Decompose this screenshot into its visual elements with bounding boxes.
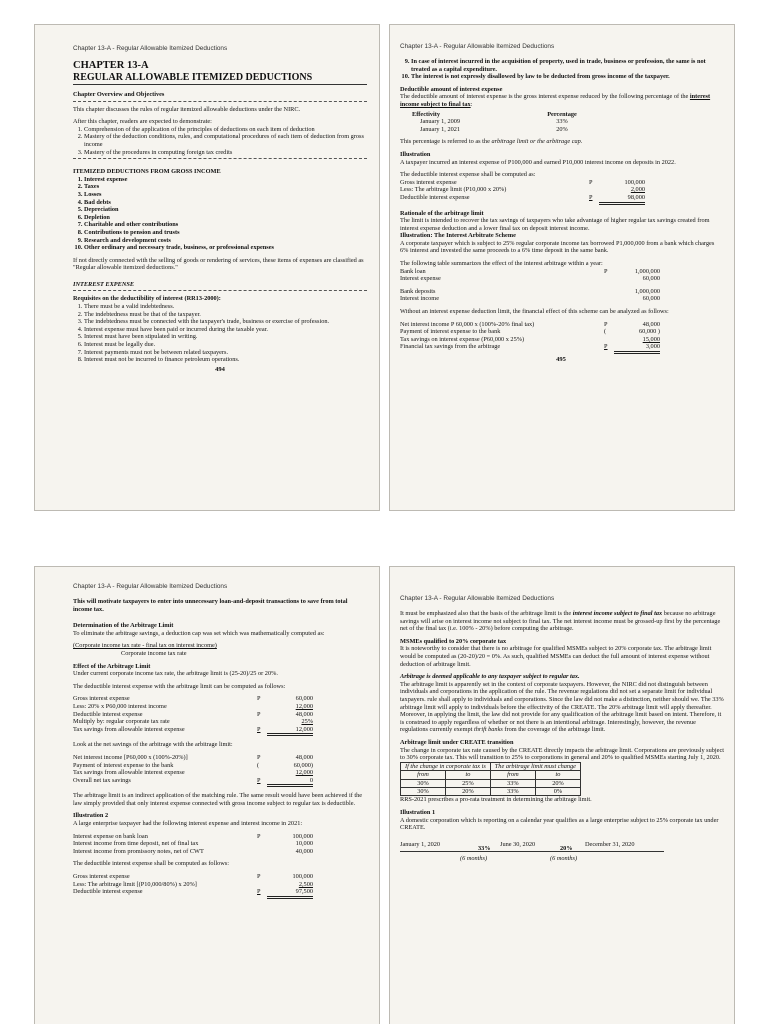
illustration-computation: Gross interest expense P 100,000 Less: The arbitrage limit (P10,000 x 20%) 2,000 Deductible interest expense P 98,000 [400, 179, 645, 205]
illustration-heading: Illustration [400, 150, 431, 158]
effect-heading: Effect of the Arbitrage Limit [73, 662, 151, 670]
look-text: Look at the net savings of the arbitrage with the arbitrage limit: [73, 741, 233, 749]
formula-denominator: Corporate income tax rate [121, 649, 187, 657]
timeline-rate: 33% [478, 844, 491, 852]
list-item: 1. Comprehension of the application of the principles of deductions on each item of deduction [84, 126, 367, 134]
determination-text: To eliminate the arbitrage savings, a deduction cap was set which was mathematically computed as: [73, 629, 325, 637]
illustration2-data: Interest expense on bank loan P 100,000 Interest income from time deposit, net of final tax 10,000 Interest income from promissory notes, net of CWT 40,000 [73, 832, 313, 855]
timeline-duration: (6 months) [550, 854, 578, 862]
timeline-date: June 30, 2020 [500, 840, 536, 848]
page-number: 494 [215, 365, 225, 373]
effect-computation: Net interest income P 60,000 x (100%-20% final tax) P 48,000 Payment of interest expense to the bank ( 60,000 ) Tax savings on interest expense (P60,000 x 25%) 15,000 Financial tax savings from the arbitrage P 3,000 [400, 321, 660, 354]
effectivity-table: Effectivity January 1, 2009 January 1, 2021 Percentage 33% 20% [412, 110, 577, 133]
list-item: 3. Mastery of the procedures in computing foreign tax credits [84, 149, 367, 157]
page-496 [34, 566, 380, 1024]
list-item: 2. Mastery of the deduction conditions, rules, and computational procedures of each item of deduction from gross income [84, 133, 367, 148]
list-item: 5. Depreciation [84, 206, 367, 214]
timeline-date: December 31, 2020 [585, 840, 635, 848]
list-item: 4. Bad debts [84, 199, 367, 207]
list-item: 10. Other ordinary and necessary trade, business, or professional expenses [84, 244, 367, 252]
list-item: 1. There must be a valid indebtedness. [84, 303, 367, 311]
interest-heading: INTEREST EXPENSE [73, 280, 135, 288]
without-limit-text: Without an interest expense deduction limit, the financial effect of this scheme can be analyzed as follows: [400, 308, 669, 316]
page-495 [389, 24, 735, 511]
divider [73, 158, 367, 159]
page-494 [34, 24, 380, 511]
create-heading: Arbitrage limit under CREATE transition [400, 738, 514, 746]
timeline [400, 841, 724, 867]
rationale-heading: Rationale of the arbitrage limit [400, 209, 484, 217]
rationale-text: The limit is intended to recover the tax savings of taxpayers who take advantage of higher regular tax savings created from interest expense deduction and a lower final tax on deposit interest income. [400, 217, 710, 232]
moreover-text: Moreover, in applying the limit, the law did not provide for any qualification of the arbitrage limit based on intent. Therefore, it is construed to apply regardless of whether or not there is an intentional arbitrage. Interestingly, however, the revenue regulations currently exempt thrift banks from the coverage of the arbitrage limit. [400, 711, 722, 734]
illustration2-computation: Gross interest expense P 100,000 Less: The arbitrage limit [(P10,000/80%) x 20%] 2,500 Deductible interest expense P 97,500 [73, 873, 313, 899]
page-header: Chapter 13-A - Regular Allowable Itemized Deductions [73, 45, 228, 52]
page-497 [389, 566, 735, 1024]
illustration2-text: A large enterprise taxpayer had the following interest expense and interest income in 2021: [73, 820, 303, 828]
illustration1-heading: Illustration 1 [400, 808, 436, 816]
arbitrage-limit-note: This percentage is referred to as the arbitrage limit or the arbitrage cap. [400, 138, 583, 146]
list-item: 3. The indebtedness must be connected with the taxpayer's trade, business or exercise of profession. [84, 318, 367, 326]
determination-heading: Determination of the Arbitrage Limit [73, 622, 174, 630]
illustration2-comp-intro: The deductible interest expense shall be computed as follows: [73, 860, 229, 868]
list-item: 7. Interest payments must not be between related taxpayers. [84, 349, 367, 357]
scheme-heading: Illustration: The Interest Arbitrate Scheme [400, 232, 516, 240]
chapter-number: CHAPTER 13-A [73, 60, 149, 71]
list-item: 8. Contributions to pension and trusts [84, 229, 367, 237]
emphasis-text: It must be emphasized also that the basis of the arbitrage limit is the interest income subject to final tax because no arbitrage savings will arise on interest income not subject to final tax. The net interest income must be grossed-up first by the percentage net of the final tax (i.e. 100% - 20%) before computing the arbitrage. [400, 610, 721, 633]
timeline-line [400, 851, 664, 852]
net-savings-computation: Net interest income [P60,000 x (100%-20%)] P 48,000 Payment of interest expense to the bank ( 60,000) Tax savings from allowable interest expense 12,000 Overall net tax savings P 0 [73, 754, 313, 787]
list-item: 7. Charitable and other contributions [84, 221, 367, 229]
illustration1-text: A domestic corporation which is reporting on a calendar year qualifies as a large enterprise subject to 25% corporate tax under CREATE. [400, 816, 719, 832]
timeline-date: January 1, 2020 [400, 840, 441, 848]
divider [73, 290, 367, 291]
deductible-computation: Gross interest expense P 60,000 Less: 20% x P60,000 interest income 12,000 Deductible interest expense P 48,000 Multiply by: regular corporate tax rate 25% Tax savings from allowable interest expense P 12,000 [73, 695, 313, 736]
list-item: 3. Losses [84, 191, 367, 199]
msme-text: It is noteworthy to consider that there is no arbitrage for qualified MSMEs subject to 20% corporate tax. The arbitrage limit would be computed as (20-20)/20 = 0%. As such, qualified MSMEs can deduct the full amount of interest expense without deduction of arbitrage limit. [400, 645, 712, 668]
illustration2-heading: Illustration 2 [73, 812, 109, 820]
requisites-list [73, 303, 367, 364]
computation-intro: The deductible interest expense shall be computed as: [400, 171, 536, 179]
table-intro: The following table summarizes the effect of the interest arbitrage within a year: [400, 260, 603, 268]
ifnot-text: If not directly connected with the selling of goods or rendering of services, these items of expenses are classified as "Regular allowable itemized deductions." [73, 256, 364, 272]
rr-text: RRS-2021 prescribes a pro-rata treatment in determining the arbitrage limit. [400, 796, 592, 804]
list-item: 9. In case of interest incurred in the acquisition of property, used in trade, business or profession, the same is not treated as a capital expenditure. [411, 58, 722, 73]
page-header: Chapter 13-A - Regular Allowable Itemized Deductions [400, 43, 555, 50]
list-item: 5. Interest must have been stipulated in writing. [84, 333, 367, 341]
applicability-heading: Arbitrage is deemed applicable to any taxpayer subject to regular tax. [400, 673, 580, 681]
objectives-list [73, 126, 367, 156]
list-item: 9. Research and development costs [84, 237, 367, 245]
expect-text: After this chapter, readers are expected to demonstrate: [73, 118, 212, 126]
scheme-text: A corporate taxpayer which is subject to 25% regular corporate income tax borrowed P1,000,000 from a bank which charges 6% interest and invested the same proceeds to a 6% time deposit in the same bank. [400, 239, 715, 255]
page-header: Chapter 13-A - Regular Allowable Itemized Deductions [400, 595, 555, 602]
chapter-title: REGULAR ALLOWABLE ITEMIZED DEDUCTIONS [73, 72, 367, 85]
overview-heading: Chapter Overview and Objectives [73, 91, 165, 98]
list-item: 2. The indebtedness must be that of the taxpayer. [84, 311, 367, 319]
timeline-duration: (6 months) [460, 854, 488, 862]
list-item: 6. Interest must be legally due. [84, 341, 367, 349]
indirect-text: The arbitrage limit is an indirect application of the matching rule. The same result would have been achieved if the law simply provided that only interest expense connected with gross income subject to regular tax is deductible. [73, 792, 363, 807]
itemized-heading: ITEMIZED DEDUCTIONS FROM GROSS INCOME [73, 168, 221, 176]
timeline-rate: 20% [560, 844, 573, 852]
motivate-text: This will motivate taxpayers to enter into unnecessary loan-and-deposit transactions to save from total income tax. [73, 598, 348, 613]
intro-text: This chapter discusses the rules of regular itemized allowable deductions under the NIRC. [73, 105, 301, 113]
list-item: 1. Interest expense [84, 176, 367, 184]
summary-table: Bank loan P 1,000,000 Interest expense 60,000 Bank deposits 1,000,000 Interest income 60,000 [400, 267, 660, 303]
applicability-text: The arbitrage limit is apparently set in the context of corporate taxpayers. However, the NIRC did not distinguish between individuals and corporations in the application of the rule. The revenue regulations did not set a separate limit for individual taxpayers. rule shall apply to individuals and corporations. Since the law did not make a distinction, neither should we. The 33% arbitrage limit will apply to individuals before the effectivity of the CREATE. The 20% arbitrage limit will apply thereafter. [400, 680, 724, 711]
create-transition-table: If the change in corporate tax is The arbitrage limit must change from to from to 30% 25% 33% 20% 30% 20% 33% 0% [400, 762, 581, 797]
list-item: 8. Interest must not be incurred to finance petroleum operations. [84, 356, 367, 364]
formula-numerator: (Corporate income tax rate - final tax on interest income) [73, 642, 217, 650]
deductible-heading: Deductible amount of interest expense [400, 85, 503, 93]
requisites-heading: Requisites on the deductibility of interest (RR13-2000): [73, 295, 221, 303]
list-item: 2. Taxes [84, 183, 367, 191]
divider [73, 101, 367, 102]
page-header: Chapter 13-A - Regular Allowable Itemized Deductions [73, 583, 228, 590]
effect-text: Under current corporate income tax rate, the arbitrage limit is (25-20)/25 or 20%. [73, 670, 278, 678]
list-item: 6. Depletion [84, 214, 367, 222]
list-item: 4. Interest expense must have been paid or incurred during the taxable year. [84, 326, 367, 334]
deductible-intro: The deductible interest expense with the arbitrage limit can be computed as follows: [73, 682, 286, 690]
continued-list [400, 58, 722, 81]
msme-heading: MSMEs qualified to 20% corporate tax [400, 637, 507, 645]
create-text: The change in corporate tax rate caused by the CREATE directly impacts the arbitrage limit. Corporations are previously subject to 30% corporate tax. This will transition to 25% to corporations in general and 20% to qualified MSMEs starting July 1, 2020. [400, 746, 725, 762]
page-number: 495 [556, 356, 566, 363]
itemized-list [73, 176, 367, 252]
deductible-text: The deductible amount of interest expense is the gross interest expense reduced by the following percentage of the interest income subject to final tax: [400, 93, 711, 108]
list-item: 10. The interest is not expressly disallowed by law to be deducted from gross income of the taxpayer. [411, 73, 722, 81]
illustration-text: A taxpayer incurred an interest expense of P100,000 and earned P10,000 interest income on deposits in 2022. [400, 158, 676, 166]
